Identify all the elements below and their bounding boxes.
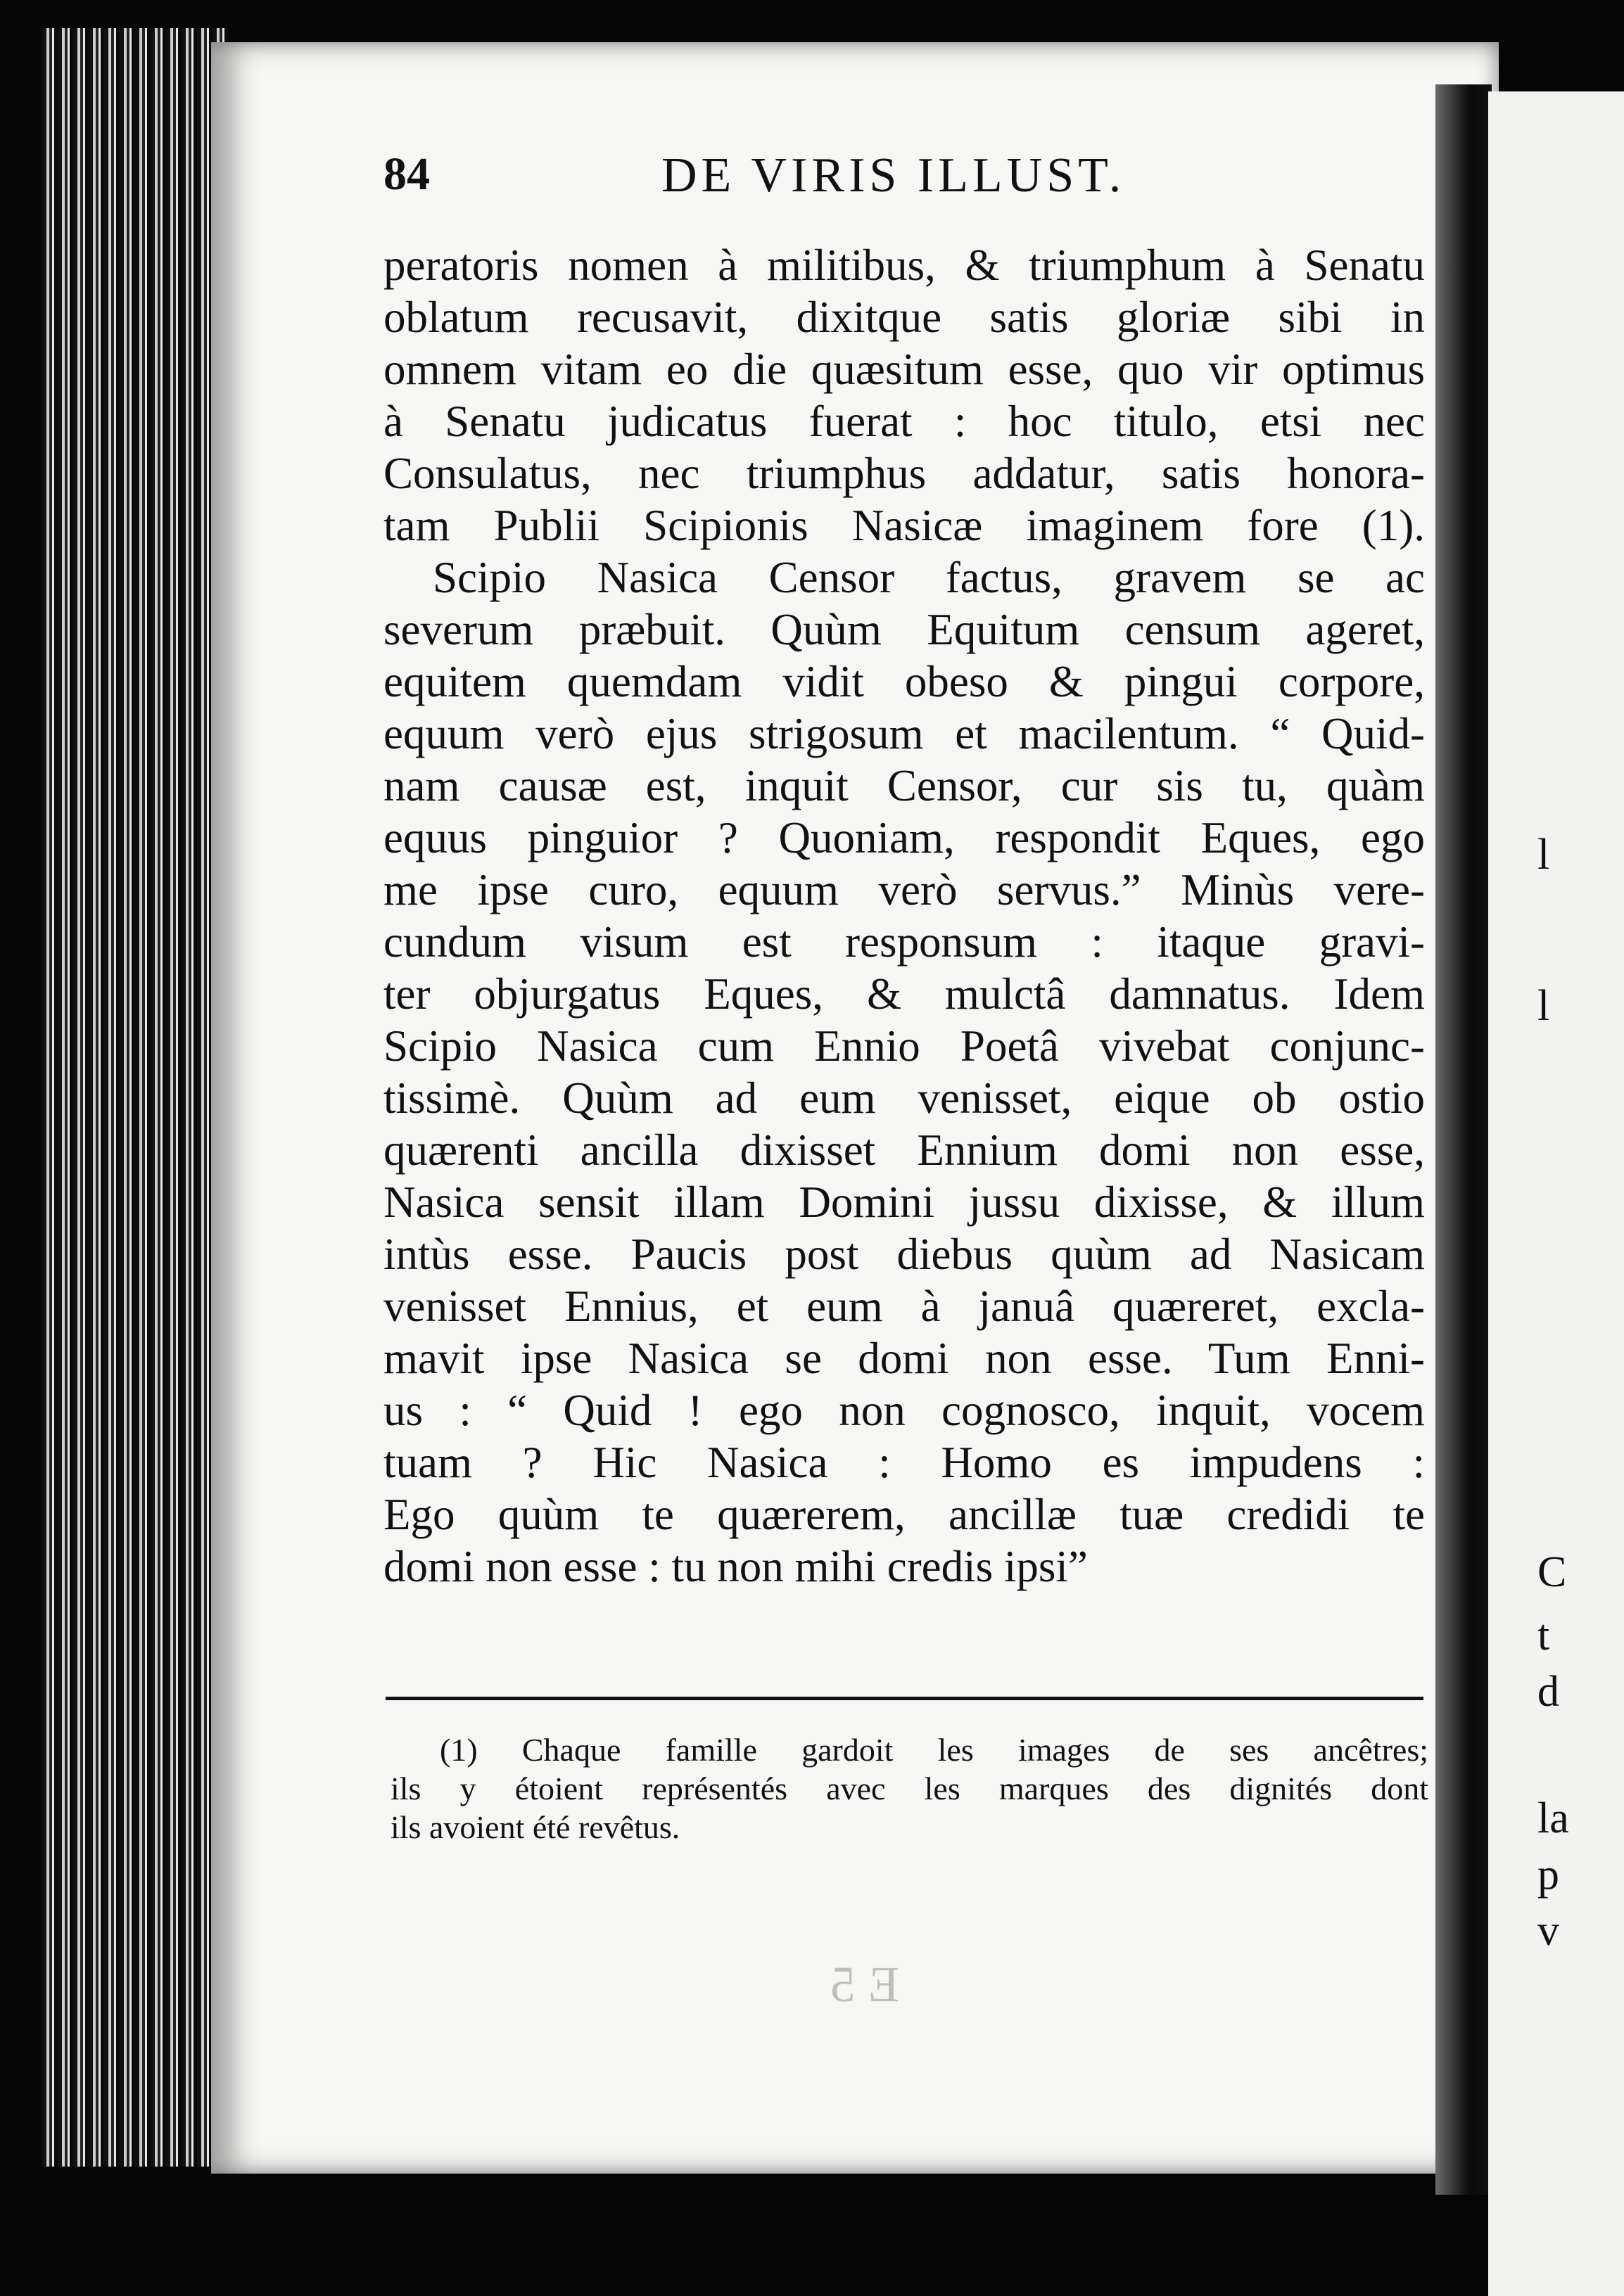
- right-page-letter: la: [1537, 1794, 1569, 1842]
- page-header: [383, 148, 1432, 211]
- text-line: à Senatu judicatus fuerat : hoc titulo, etsi nec: [383, 397, 1425, 446]
- footnote-line: (1) Chaque famille gardoit les images de ses ancêtres;: [440, 1732, 1428, 1768]
- book-page-edges: [42, 28, 229, 2167]
- text-line: equitem quemdam vidit obeso & pingui corpore,: [383, 657, 1425, 706]
- right-page-letter: p: [1537, 1851, 1559, 1899]
- right-page-letter: t: [1537, 1612, 1550, 1659]
- page-number: 84: [383, 148, 430, 200]
- right-page-letter: C: [1537, 1548, 1567, 1596]
- text-line: tissimè. Quùm ad eum venisset, eique ob ostio: [383, 1073, 1425, 1123]
- text-line: domi non esse : tu non mihi credis ipsi”: [383, 1542, 1088, 1591]
- text-line: quærenti ancilla dixisset Ennium domi non esse,: [383, 1125, 1425, 1175]
- text-line: cundum visum est responsum : itaque gravi-: [383, 917, 1425, 967]
- text-line: equum verò ejus strigosum et macilentum. “ Quid-: [383, 709, 1425, 758]
- text-line: tuam ? Hic Nasica : Homo es impudens :: [383, 1438, 1425, 1487]
- text-line: Scipio Nasica Censor factus, gravem se ac: [433, 553, 1425, 602]
- text-line: nam causæ est, inquit Censor, cur sis tu, quàm: [383, 761, 1425, 810]
- body-text: [383, 239, 1425, 1593]
- footnote-rule: [386, 1697, 1423, 1700]
- footnote-line: ils avoient été revêtus.: [391, 1809, 680, 1845]
- text-line: Ego quùm te quærerem, ancillæ tuæ credidi te: [383, 1490, 1425, 1539]
- text-line: equus pinguior ? Quoniam, respondit Eques, ego: [383, 813, 1425, 862]
- text-line: peratoris nomen à militibus, & triumphum à Senatu: [383, 241, 1425, 290]
- footnote-line: ils y étoient représentés avec les marques des dignités dont: [391, 1771, 1428, 1806]
- text-line: intùs esse. Paucis post diebus quùm ad Nasicam: [383, 1230, 1425, 1279]
- right-page-fragment: [1488, 91, 1624, 2296]
- right-page-letter: d: [1537, 1668, 1559, 1716]
- text-line: severum præbuit. Quùm Equitum censum ageret,: [383, 605, 1425, 654]
- book-gutter: [1435, 84, 1492, 2195]
- bleed-through-signature: E 5: [830, 1956, 899, 2013]
- text-line: oblatum recusavit, dixitque satis gloriæ sibi in: [383, 293, 1425, 342]
- footnote: [391, 1730, 1428, 1847]
- right-page-letter: l: [1537, 831, 1550, 879]
- text-line: ter objurgatus Eques, & mulctâ damnatus. Idem: [383, 969, 1425, 1019]
- running-head: DE VIRIS ILLUST.: [661, 148, 1126, 203]
- text-line: venisset Ennius, et eum à januâ quæreret, excla-: [383, 1282, 1425, 1331]
- text-line: mavit ipse Nasica se domi non esse. Tum Enni-: [383, 1334, 1425, 1383]
- text-line: Scipio Nasica cum Ennio Poetâ vivebat conjunc-: [383, 1021, 1425, 1071]
- right-page-letter: v: [1537, 1907, 1559, 1955]
- text-line: us : “ Quid ! ego non cognosco, inquit, vocem: [383, 1386, 1425, 1435]
- right-page-letter: l: [1537, 982, 1550, 1030]
- text-line: tam Publii Scipionis Nasicæ imaginem fore (1).: [383, 501, 1425, 550]
- text-line: Nasica sensit illam Domini jussu dixisse, & illum: [383, 1178, 1425, 1227]
- text-line: omnem vitam eo die quæsitum esse, quo vir optimus: [383, 345, 1425, 394]
- text-line: me ipse curo, equum verò servus.” Minùs vere-: [383, 865, 1425, 914]
- text-line: Consulatus, nec triumphus addatur, satis honora-: [383, 449, 1425, 498]
